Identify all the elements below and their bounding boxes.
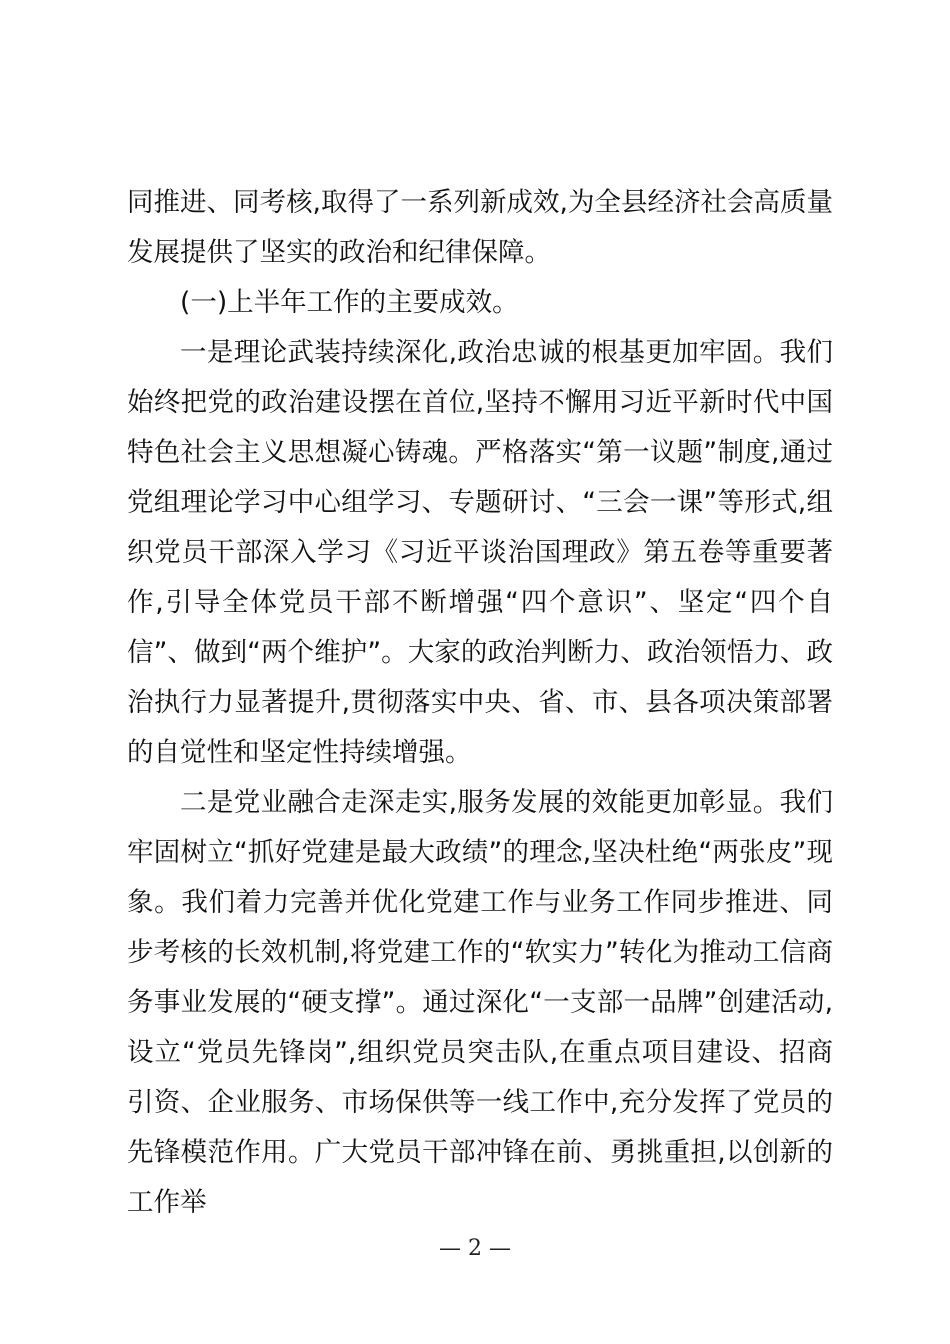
paragraph-party-business-integration: 二是党业融合走深走实,服务发展的效能更加彰显。我们牢固树立“抓好党建是最大政绩”的理念,坚决杜绝“两张皮”现象。我们着力完善并优化党建工作与业务工作同步推进、同步考核的长效机制,将党建工作的“软实力”转化为推动工信商务事业发展的“硬支撑”。通过深化“一支部一品牌”创建活动,设立“党员先锋岗”,组织党员突击队,在重点项目建设、招商引资、企业服务、市场保供等一线工作中,充分发挥了党员的先锋模范作用。广大党员干部冲锋在前、勇挑重担,以创新的工作举 xyxy=(127,787,833,1218)
page-number: — 2 — xyxy=(439,1236,511,1261)
paragraph-continuation: 同推进、同考核,取得了一系列新成效,为全县经济社会高质量发展提供了坚实的政治和纪律保障。 xyxy=(127,187,833,268)
document-body xyxy=(127,178,833,1228)
paragraph-theory-study: 一是理论武装持续深化,政治忠诚的根基更加牢固。我们始终把党的政治建设摆在首位,坚持不懈用习近平新时代中国特色社会主义思想凝心铸魂。严格落实“第一议题”制度,通过党组理论学习中心组学习、专题研讨、“三会一课”等形式,组织党员干部深入学习《习近平谈治国理政》第五卷等重要著作,引导全体党员干部不断增强“四个意识”、坚定“四个自信”、做到“两个维护”。大家的政治判断力、政治领悟力、政治执行力显著提升,贯彻落实中央、省、市、县各项决策部署的自觉性和坚定性持续增强。 xyxy=(127,337,833,768)
section-heading: (一)上半年工作的主要成效。 xyxy=(180,287,519,318)
